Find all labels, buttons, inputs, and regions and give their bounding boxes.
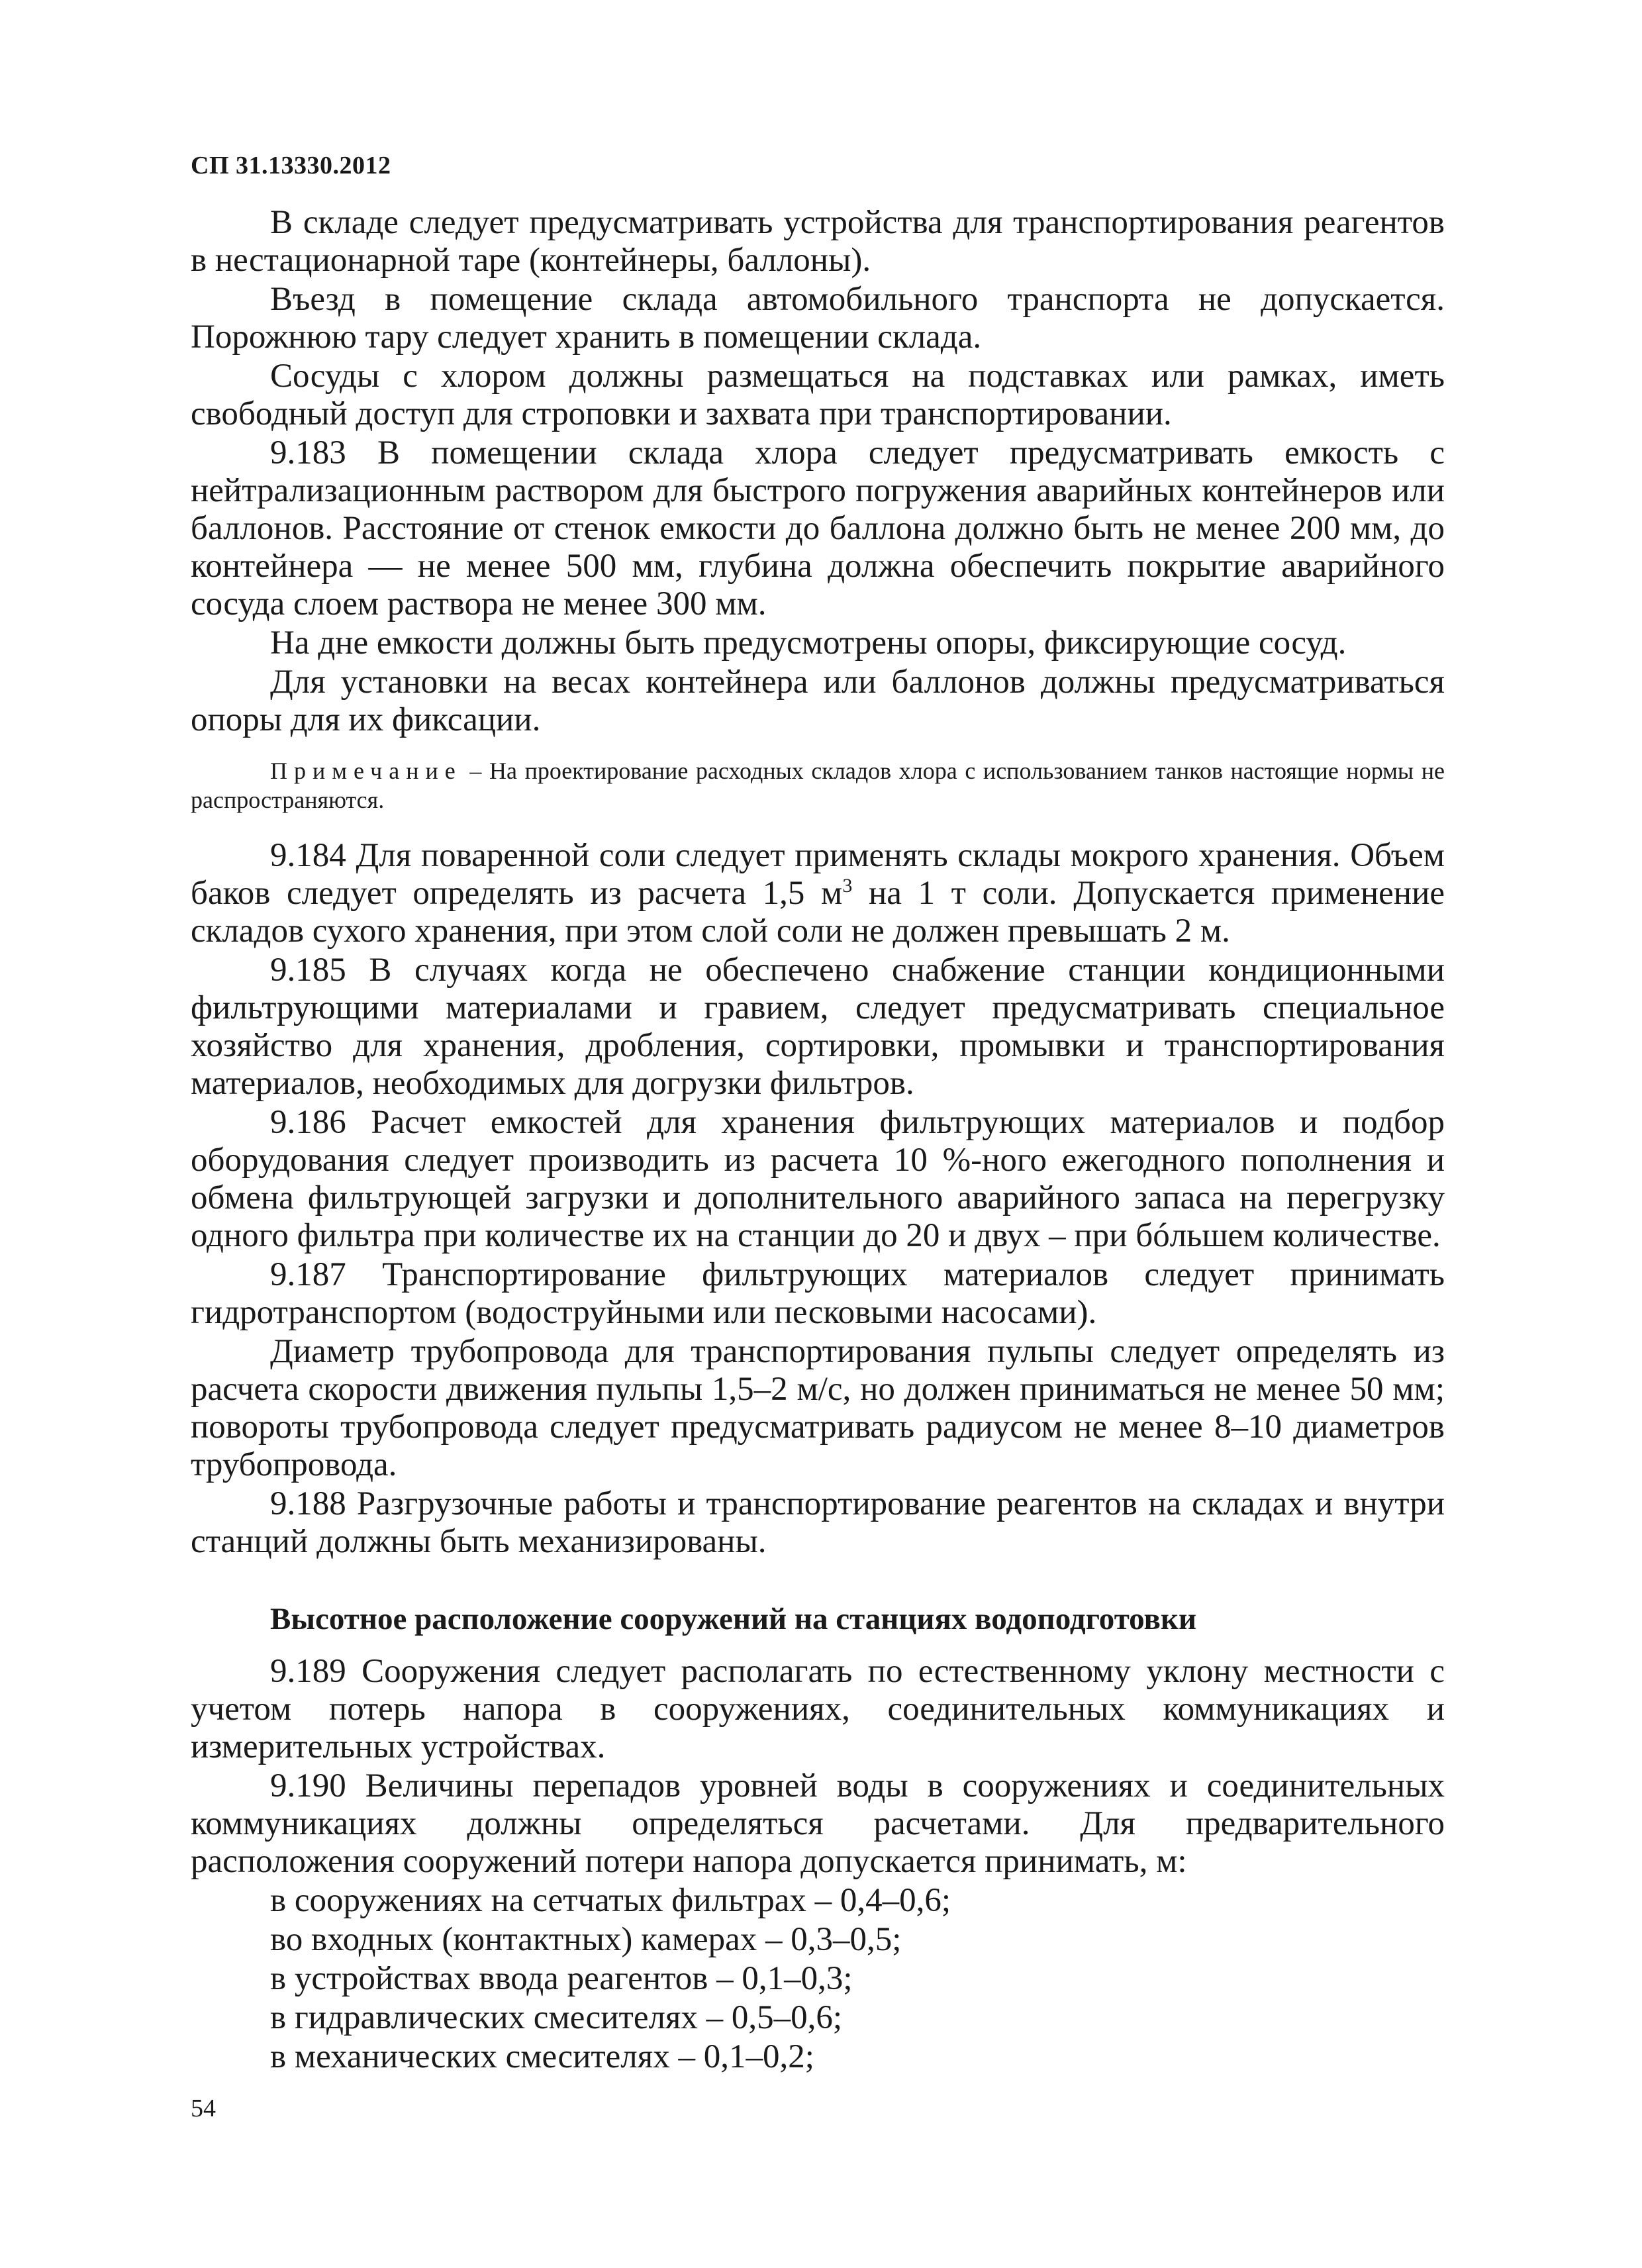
paragraph-9-186: 9.186 Расчет емкостей для хранения фильтрующих материалов и подбор оборудования следует производить из расчета 10 %-ного ежегодного пополнения и обмена фильтрующей загрузки и дополнительного аварийного запаса на перегрузку одного фильтра при количестве их на станции до 20 и двух – при бóльшем количестве. (191, 1104, 1445, 1254)
list-item: в сооружениях на сетчатых фильтрах – 0,4–0,6; (270, 1882, 951, 1919)
paragraph-9-190: 9.190 Величины перепадов уровней воды в сооружениях и соединительных коммуникациях должны определяться расчетами. Для предварительного расположения сооружений потери напора допускается принимать, м: (191, 1767, 1445, 1880)
paragraph-9-184 (191, 837, 1445, 950)
list-item: во входных (контактных) камерах – 0,3–0,5; (270, 1921, 902, 1958)
paragraph-vehicle-entry: Въезд в помещение склада автомобильного транспорта не допускается. Порожнюю тару следует хранить в помещении склада. (191, 281, 1445, 356)
paragraph-tank-supports: На дне емкости должны быть предусмотрены опоры, фиксирующие сосуд. (270, 624, 1347, 662)
paragraph-9-184-part1: 9.184 Для поваренной соли следует применять склады мокрого хранения. Объем баков следует определять из расчета 1,5 м (191, 837, 1445, 912)
section-heading: Высотное расположение сооружений на станциях водоподготовки (270, 1602, 1197, 1636)
paragraph-chlorine-vessels: Сосуды с хлором должны размещаться на подставках или рамках, иметь свободный доступ для строповки и захвата при транспортировании. (191, 358, 1445, 432)
paragraph-scale-supports: Для установки на весах контейнера или баллонов должны предусматриваться опоры для их фиксации. (191, 664, 1445, 738)
paragraph-9-188: 9.188 Разгрузочные работы и транспортирование реагентов на складах и внутри станций должны быть механизированы. (191, 1485, 1445, 1560)
list-item: в механических смесителях – 0,1–0,2; (270, 2038, 814, 2075)
paragraph-transport-devices: В складе следует предусматривать устройства для транспортирования реагентов в нестационарной таре (контейнеры, баллоны). (191, 204, 1445, 279)
superscript-cube: 3 (842, 875, 853, 897)
paragraph-9-185: 9.185 В случаях когда не обеспечено снабжение станции кондиционными фильтрующими материалами и гравием, следует предусматривать специальное хозяйство для хранения, дробления, сортировки, промывки и транспортирования материалов, необходимых для догрузки фильтров. (191, 952, 1445, 1102)
list-item: в гидравлических смесителях – 0,5–0,6; (270, 1999, 843, 2036)
note-label: Примечание (270, 758, 462, 784)
paragraph-9-187: 9.187 Транспортирование фильтрующих материалов следует принимать гидротранспортом (водоструйными или песковыми насосами). (191, 1256, 1445, 1331)
page-number: 54 (191, 2095, 216, 2122)
paragraph-9-189: 9.189 Сооружения следует располагать по естественному уклону местности с учетом потерь напора в сооружениях, соединительных коммуникациях и измерительных устройствах. (191, 1653, 1445, 1765)
paragraph-9-183: 9.183 В помещении склада хлора следует предусматривать емкость с нейтрализационным раствором для быстрого погружения аварийных контейнеров или баллонов. Расстояние от стенок емкости до баллона должно быть не менее 200 мм, до контейнера — не менее 500 мм, глубина должна обеспечить покрытие аварийного сосуда слоем раствора не менее 300 мм. (191, 434, 1445, 622)
note (191, 756, 1445, 814)
paragraph-pipeline-diameter: Диаметр трубопровода для транспортирования пульпы следует определять из расчета скорости движения пульпы 1,5–2 м/с, но должен приниматься не менее 50 мм; повороты трубопровода следует предусматривать радиусом не менее 8–10 диаметров трубопровода. (191, 1333, 1445, 1483)
document-code: СП 31.13330.2012 (191, 152, 391, 179)
note-text: – На проектирование расходных складов хлора с использованием танков настоящие нормы не распространяются. (191, 758, 1445, 813)
list-item: в устройствах ввода реагентов – 0,1–0,3; (270, 1960, 853, 1997)
page-body (191, 204, 1445, 2077)
paragraph-9-184-part2: на 1 т соли. Допускается применение складов сухого хранения, при этом слой соли не должен превышать 2 м. (191, 875, 1445, 950)
